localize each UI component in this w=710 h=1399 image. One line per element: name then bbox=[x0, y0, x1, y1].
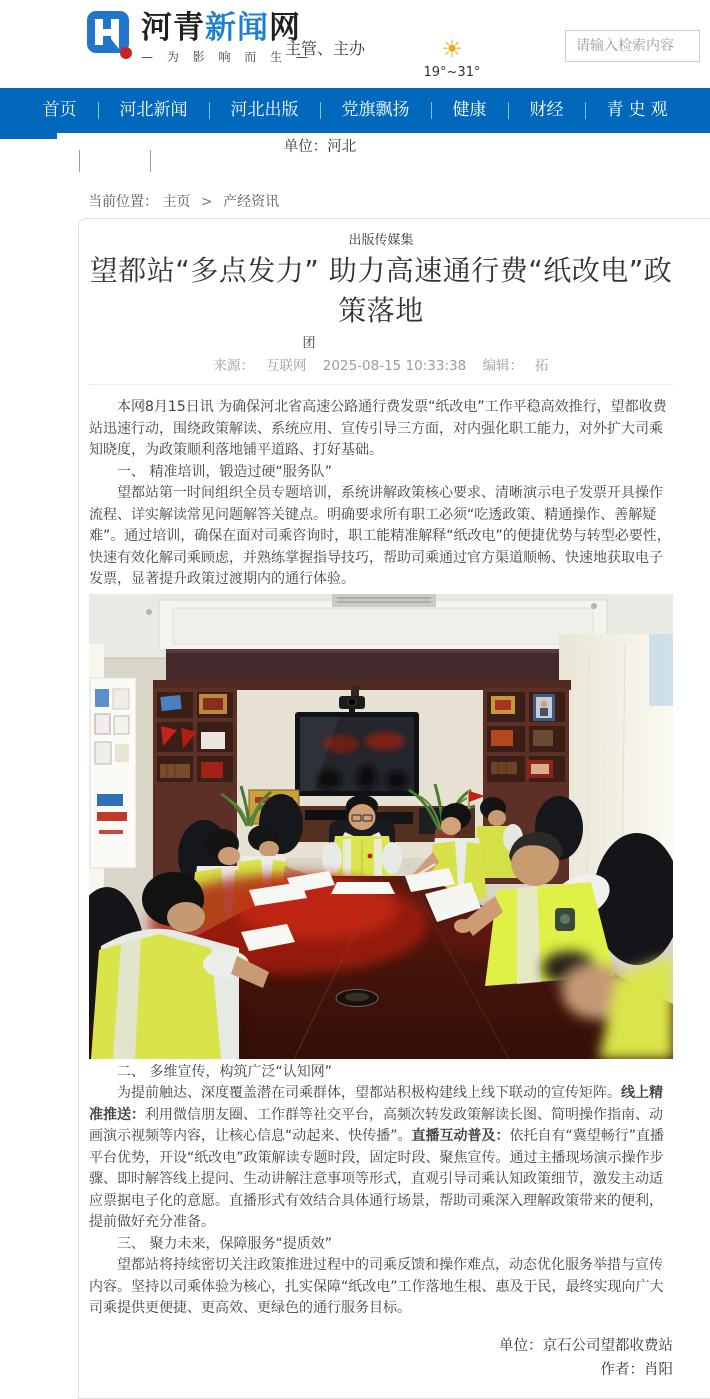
breadcrumb bbox=[88, 191, 279, 211]
logo-text: 河青新闻网 bbox=[141, 10, 301, 46]
article-paragraph: 二、 多维宣传，构筑广泛“认知网” bbox=[117, 1063, 332, 1080]
article-title: 望都站“多点发力” 助力高速通行费“纸改电”政策落地 bbox=[89, 254, 673, 327]
nav-item-health[interactable]: 健康 bbox=[452, 100, 487, 120]
search-box bbox=[565, 30, 700, 62]
article-photo bbox=[89, 594, 673, 1059]
nav-item-hebei-publishing[interactable]: 河北出版 bbox=[230, 100, 299, 120]
main-nav bbox=[0, 88, 710, 133]
divider-bar bbox=[79, 150, 80, 172]
nav-item-party-flag[interactable]: 党旗飘扬 bbox=[341, 100, 410, 120]
breadcrumb-label: 当前位置： bbox=[88, 194, 158, 210]
nav-item-history[interactable]: 青史观 bbox=[606, 100, 673, 120]
article-paragraph: 为提前触达、深度覆盖潜在司乘群体，望都站积极构建线上线下联动的宣传矩阵。线上精准推送：利用微信朋友圈、工作群等社交平台，高频次转发政策解读长图、简明操作指南、动画演示视频等内容，让核心信息“动起来、快传播”。直播互动普及：依托自有“冀望畅行”直播平台优势，开设“纸改电”政策解读专题时段，固定时段、聚焦宣传。通过主播现场演示操作步骤、即时解答线上提问、生动讲解注意事项等形式，直观引导司乘认知政策细节，激发主动适应票据电子化的意愿。直播形式有效结合具体通行场景，帮助司乘深入理解政策带来的便利，提前做好充分准备。 bbox=[89, 1085, 665, 1230]
article-paragraph: 一、 精准培训，锻造过硬“服务队” bbox=[117, 463, 332, 480]
article-category-link-wrap[interactable]: 团 bbox=[302, 336, 316, 351]
article-body-after bbox=[89, 1062, 673, 1320]
breadcrumb-separator: > bbox=[200, 194, 213, 210]
article-paragraph: 三、 聚力未来，保障服务“提质效” bbox=[117, 1235, 332, 1252]
credit-unit: 单位：京石公司望都收费站 bbox=[499, 1337, 673, 1354]
article-body bbox=[89, 397, 673, 1320]
source-value: 互联网 bbox=[266, 358, 307, 374]
search-input[interactable] bbox=[565, 30, 700, 62]
article-paragraph: 望都站将持续密切关注政策推进过程中的司乘反馈和操作难点，动态优化服务举措与宣传内容。坚持以司乘体验为核心，扎实保障“纸改电”工作落地生根、惠及于民，最终实现向广大司乘提供更便捷、更高效、更绿色的通行服务目标。 bbox=[89, 1257, 664, 1316]
site-logo[interactable] bbox=[85, 9, 313, 65]
sponsor-text: 主管、主办 bbox=[285, 39, 366, 58]
article-credits bbox=[89, 1334, 673, 1382]
breadcrumb-category-link[interactable]: 产经资讯 bbox=[223, 194, 280, 210]
logo-tagline: — 为 影 响 而 生 — bbox=[141, 50, 313, 64]
article-paragraph: 望都站第一时间组织全员专题培训，系统讲解政策核心要求、清晰演示电子发票开具操作流程、详实解读常见问题解答关键点。明确要求所有职工必须“吃透政策、精通操作、善解疑难”。通过培训，确保在面对司乘咨询时，职工能精准解释“纸改电”的便捷优势与转型必要性，快速有效化解司乘顾虑，并熟练掌握指导技巧，帮助司乘通过官方渠道顺畅、快速地获取电子发票，显著提升政策过渡期内的通行体验。 bbox=[89, 485, 671, 587]
site-header bbox=[0, 0, 710, 88]
article-category-link[interactable]: 出版传媒集 bbox=[348, 233, 414, 248]
article-paragraph: 本网8月15日讯 为确保河北省高速公路通行费发票“纸改电”工作平稳高效推行，望都收费站迅速行动，围绕政策解读、系统应用、宣传引导三方面，对内强化职工能力，对外扩大司乘知晓度，为政策顺利落地铺平道路、打好基础。 bbox=[89, 399, 667, 458]
credit-author: 作者：肖阳 bbox=[600, 1361, 673, 1378]
source-label: 来源： bbox=[213, 358, 254, 374]
heqing-logo-icon bbox=[85, 9, 135, 61]
breadcrumb-home-link[interactable]: 主页 bbox=[162, 194, 191, 210]
article-meta bbox=[89, 354, 673, 385]
nav-item-hebei-news[interactable]: 河北新闻 bbox=[119, 100, 188, 120]
publish-datetime: 2025-08-15 10:33:38 bbox=[322, 358, 467, 374]
editor-value: 拓 bbox=[534, 358, 549, 374]
article-body-before bbox=[89, 397, 673, 591]
editor-label: 编辑： bbox=[482, 358, 523, 374]
divider-bar bbox=[150, 150, 151, 172]
nav-item-finance[interactable]: 财经 bbox=[529, 100, 564, 120]
nav-list bbox=[0, 88, 710, 133]
unit-label: 单位：河北 bbox=[283, 139, 357, 155]
temperature-range: 19°~31° bbox=[423, 65, 481, 80]
article-card bbox=[78, 218, 710, 1399]
weather-widget bbox=[404, 36, 500, 80]
sun-icon: ☀ bbox=[441, 35, 463, 63]
nav-item-home[interactable]: 首页 bbox=[42, 100, 77, 120]
